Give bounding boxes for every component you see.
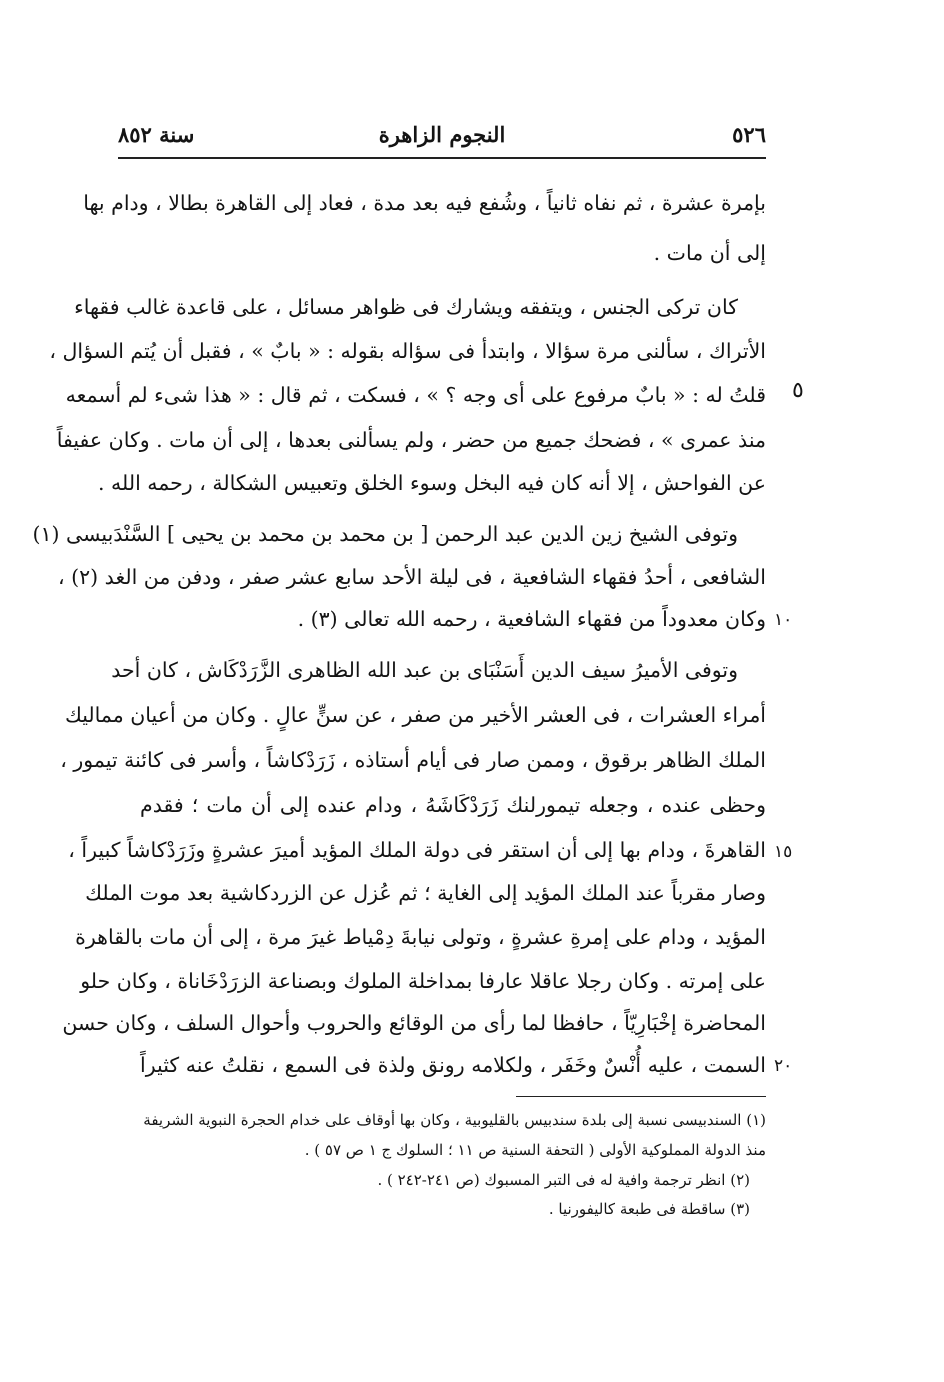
text-line: القاهرةَ ، ودام بها إلى أن استقر فى دولة الملك المؤيد أميرَ عشرةٍ وزَرَدْكاشاً كبيراً ، xyxy=(68,838,766,862)
footnote: (٢) انظر ترجمة وافية له فى التبر المسبوك (ص ٢٤١-٢٤٢ ) . xyxy=(377,1171,750,1189)
text-line: المؤيد ، ودام على إمرةِ عشرةٍ ، وتولى نيابةَ دِمْياط غيرَ مرة ، إلى أن مات بالقاهرة xyxy=(75,925,766,949)
text-line: المحاضرة إخْبَارِيّاً ، حافظا لما رأى من الوقائع والحروب وأحوال السلف ، وكان حسن xyxy=(62,1011,766,1035)
text-line: وكان معدوداً من فقهاء الشافعية ، رحمه الله تعالى (٣) . xyxy=(297,607,766,631)
text-line: الملك الظاهر برقوق ، وممن صار فى أيام أستاذه ، زَرَدْكاشاً ، وأسر فى كائنة تيمور ، xyxy=(60,748,766,772)
text-line: الشافعى ، أحدُ فقهاء الشافعية ، فى ليلة الأحد سابع عشر صفر ، ودفن من الغد (٢) ، xyxy=(58,565,766,589)
margin-mark-5: ٥ xyxy=(792,378,804,403)
text-line: بإمرة عشرة ، ثم نفاه ثانياً ، وشُفع فيه بعد مدة ، فعاد إلى القاهرة بطالا ، ودام بها xyxy=(83,191,766,215)
footnote: منذ الدولة المملوكية الأولى ( التحفة السنية ص ١١ ؛ السلوك ج ١ ص ٥٧ ) . xyxy=(304,1141,766,1159)
running-header xyxy=(118,118,766,154)
text-line: كان تركى الجنس ، ويتفقه ويشارك فى ظواهر مسائل ، على قاعدة غالب فقهاء xyxy=(74,295,738,319)
page-number: ٥٢٦ xyxy=(732,122,766,147)
header-rule xyxy=(118,157,766,159)
text-line: منذ عمرى » ، فضحك جميع من حضر ، ولم يسألنى بعدها ، إلى أن مات . وكان عفيفاً xyxy=(56,428,766,452)
text-line: وصار مقرباً عند الملك المؤيد إلى الغاية ؛ ثم عُزل عن الزردكاشية بعد موت الملك xyxy=(85,881,766,905)
book-title: النجوم الزاهرة xyxy=(378,122,506,147)
footnote-rule xyxy=(516,1096,766,1097)
text-line: أمراء العشرات ، فى العشر الأخير من صفر ، عن سنٍّ عالٍ . وكان من أعيان مماليك xyxy=(64,703,766,727)
margin-mark-20: ٢٠ xyxy=(774,1056,793,1076)
margin-mark-10: ١٠ xyxy=(774,610,793,630)
text-line: عن الفواحش ، إلا أنه كان فيه البخل وسوء الخلق وتعبيس الشكالة ، رحمه الله . xyxy=(98,471,766,495)
text-line: قلتُ له : « بابٌ مرفوع على أى وجه ؟ » ، فسكت ، ثم قال : « هذا شىء لم أسمعه xyxy=(65,383,766,407)
footnote: (٣) ساقطة فى طبعة كاليفورنيا . xyxy=(548,1200,750,1218)
text-line: وتوفى الشيخ زين الدين عبد الرحمن [ بن محمد بن محمد بن يحيى ] السَّنْدَبيسى (١) xyxy=(32,522,738,546)
text-line: وحظى عنده ، وجعله تيمورلنك زَرَدْكَاشَهُ ، ودام عنده إلى أن مات ؛ فقدم xyxy=(140,793,766,817)
year-label: سنة ٨٥٢ xyxy=(118,122,195,147)
text-line: وتوفى الأميرُ سيف الدين أَسَنْبَاى بن عبد الله الظاهرى الزَّرَدْكَاش ، كان أحد xyxy=(111,658,738,682)
margin-mark-15: ١٥ xyxy=(774,842,793,862)
text-line: على إمرته . وكان رجلا عاقلا عارفا بمداخلة الملوك وبصناعة الزرَدْخَاناة ، وكان حلو xyxy=(80,969,766,993)
text-line: الأتراك ، سألنى مرة سؤالا ، وابتدأ فى سؤاله بقوله : « بابٌ » ، فقبل أن يُتم السؤال ، xyxy=(49,339,766,363)
text-line: السمت ، عليه أُنْسٌ وخَفَر ، ولكلامه رونق ولذة فى السمع ، نقلتُ عنه كثيراً xyxy=(140,1053,766,1077)
text-line: إلى أن مات . xyxy=(653,241,766,265)
footnote: (١) السندبيسى نسبة إلى بلدة سندبيس بالقليوبية ، وكان بها أوقاف على خدام الحجرة النبوية الشريفة xyxy=(143,1111,766,1129)
